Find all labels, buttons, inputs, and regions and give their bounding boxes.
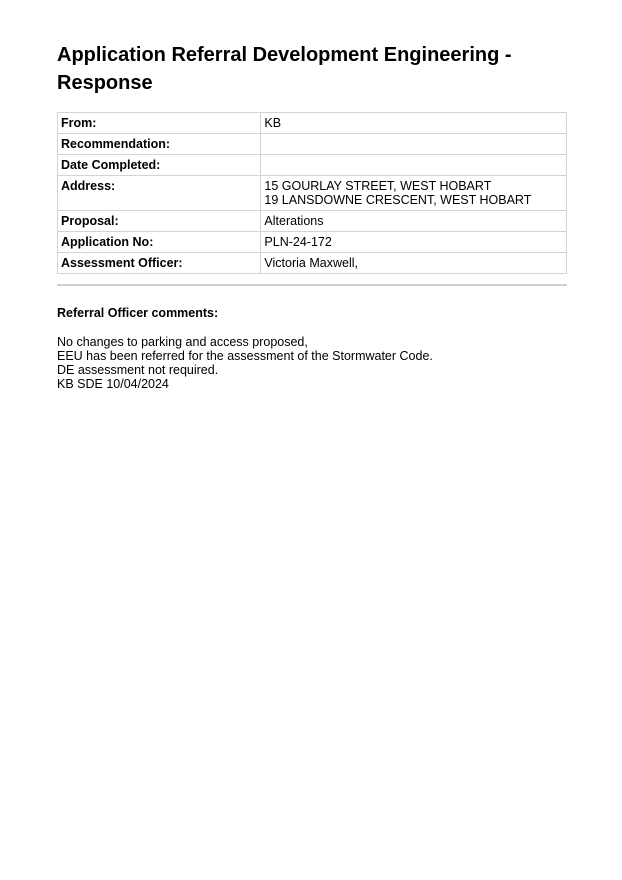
table-row-application-no xyxy=(58,232,567,253)
section-divider xyxy=(57,284,567,286)
comments-heading: Referral Officer comments: xyxy=(57,306,219,320)
application-no-label: Application No: xyxy=(58,232,261,253)
address-line-2: 19 LANSDOWNE CRESCENT, WEST HOBART xyxy=(264,193,532,207)
date-completed-label: Date Completed: xyxy=(58,155,261,176)
table-row-proposal xyxy=(58,211,567,232)
title-line-2: Response xyxy=(57,72,153,94)
title-line-1: Application Referral Development Engineering - xyxy=(57,44,512,66)
page-title xyxy=(57,41,557,97)
comments-body xyxy=(57,335,567,391)
comment-line: DE assessment not required. xyxy=(57,363,219,377)
comment-line: EEU has been referred for the assessment of the Stormwater Code. xyxy=(57,349,433,363)
comment-line: No changes to parking and access proposed, xyxy=(57,335,308,349)
recommendation-label: Recommendation: xyxy=(58,134,261,155)
from-value: KB xyxy=(261,113,567,134)
address-label: Address: xyxy=(58,176,261,211)
from-label: From: xyxy=(58,113,261,134)
address-value xyxy=(261,176,567,211)
proposal-value: Alterations xyxy=(261,211,567,232)
proposal-label: Proposal: xyxy=(58,211,261,232)
table-row-date-completed xyxy=(58,155,567,176)
assessment-officer-value: Victoria Maxwell, xyxy=(261,253,567,274)
comment-line: KB SDE 10/04/2024 xyxy=(57,377,169,391)
application-no-value: PLN-24-172 xyxy=(261,232,567,253)
address-line-1: 15 GOURLAY STREET, WEST HOBART xyxy=(264,179,492,193)
table-row-from xyxy=(58,113,567,134)
table-row-recommendation xyxy=(58,134,567,155)
recommendation-value xyxy=(261,134,567,155)
table-row-assessment-officer xyxy=(58,253,567,274)
date-completed-value xyxy=(261,155,567,176)
assessment-officer-label: Assessment Officer: xyxy=(58,253,261,274)
table-row-address xyxy=(58,176,567,211)
referral-details-table xyxy=(57,112,567,274)
